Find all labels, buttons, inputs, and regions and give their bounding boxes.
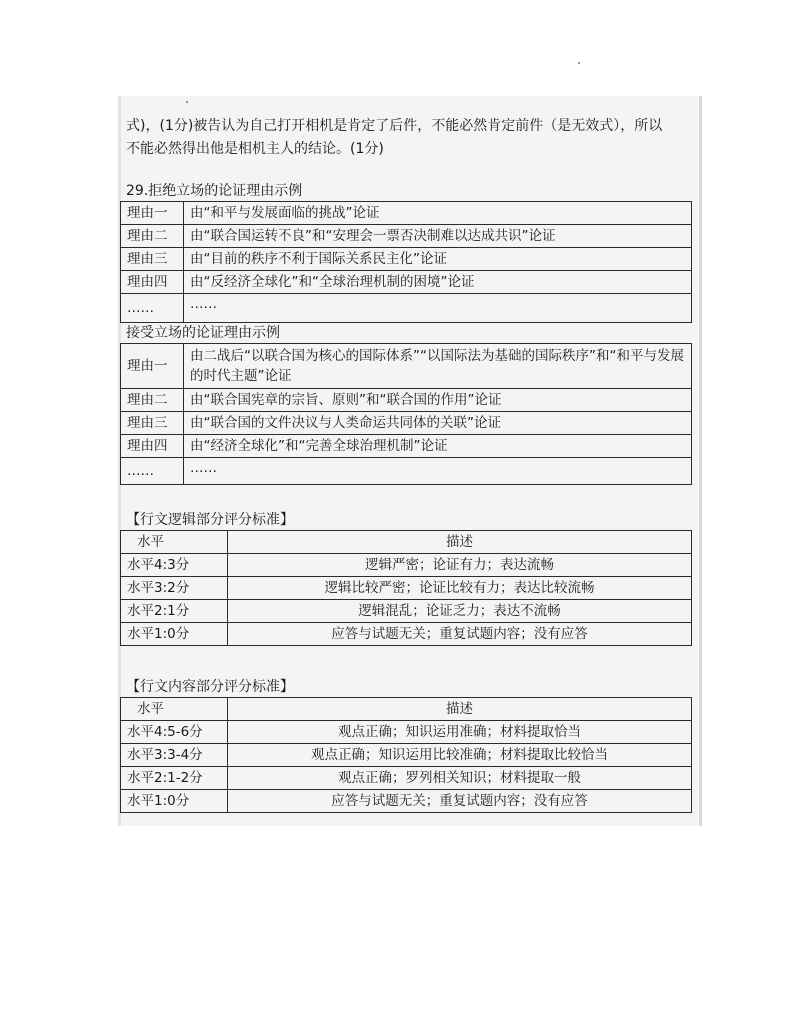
row-level: 水平4:5-6分 [121,721,228,744]
row-text: 由“联合国宪章的宗旨、原则”和“联合国的作用”论证 [184,389,692,412]
row-text: 由二战后“以联合国为核心的国际体系”“以国际法为基础的国际秩序”和“和平与发展的时代主题”论证 [184,344,692,389]
row-label: 理由二 [121,225,184,248]
row-level: 水平1:0分 [121,623,228,646]
row-level: 水平3:2分 [121,577,228,600]
table-row [121,389,692,412]
table-row [121,721,692,744]
table-row [121,271,692,294]
row-text: 由“反经济全球化”和“全球治理机制的困境”论证 [184,271,692,294]
row-text: 由“目前的秩序不利于国际关系民主化”论证 [184,248,692,271]
content-title: 【行文内容部分评分标准】 [126,679,294,695]
content-scoring-table [120,697,692,813]
row-desc: 应答与试题无关；重复试题内容；没有应答 [228,623,692,646]
row-text: 由“和平与发展面临的挑战”论证 [184,202,692,225]
table-row [121,577,692,600]
scan-speck [186,101,188,103]
table-row [121,412,692,435]
table-row [121,294,692,323]
row-label: 理由一 [121,202,184,225]
row-text: 由“联合国的文件决议与人类命运共同体的关联”论证 [184,412,692,435]
table-row [121,458,692,485]
table-row [121,435,692,458]
table-row [121,790,692,813]
header-desc: 描述 [228,531,692,554]
accept-reasons-table [120,343,692,485]
row-label: …… [121,294,184,323]
header-level: 水平 [121,531,228,554]
row-desc: 逻辑比较严密；论证比较有力；表达比较流畅 [228,577,692,600]
row-text: …… [184,294,692,323]
table-row [121,744,692,767]
row-text: …… [184,458,692,485]
table-header-row [121,531,692,554]
q29-title: 29.拒绝立场的论证理由示例 [126,183,303,199]
intro-line-1: 式)，(1分)被告认为自己打开相机是肯定了后件，不能必然肯定前件（是无效式），所以 [126,118,663,134]
row-label: 理由三 [121,248,184,271]
intro-line-2: 不能必然得出他是相机主人的结论。(1分) [126,141,384,157]
row-label: 理由四 [121,435,184,458]
table-row [121,767,692,790]
table-row [121,248,692,271]
scan-speck [578,62,580,64]
row-desc: 逻辑混乱；论证乏力；表达不流畅 [228,600,692,623]
reject-reasons-table [120,201,692,323]
header-level: 水平 [121,698,228,721]
logic-scoring-table [120,530,692,646]
table-row [121,554,692,577]
table-header-row [121,698,692,721]
row-label: 理由三 [121,412,184,435]
row-label: …… [121,458,184,485]
table-row [121,202,692,225]
row-level: 水平1:0分 [121,790,228,813]
accept-title: 接受立场的论证理由示例 [126,325,280,341]
logic-title: 【行文逻辑部分评分标准】 [126,512,294,528]
row-label: 理由四 [121,271,184,294]
row-desc: 观点正确；知识运用比较准确；材料提取比较恰当 [228,744,692,767]
table-row [121,600,692,623]
table-row [121,225,692,248]
row-desc: 观点正确；罗列相关知识；材料提取一般 [228,767,692,790]
row-desc: 观点正确；知识运用准确；材料提取恰当 [228,721,692,744]
header-desc: 描述 [228,698,692,721]
row-level: 水平2:1分 [121,600,228,623]
row-level: 水平3:3-4分 [121,744,228,767]
row-text: 由“联合国运转不良”和“安理会一票否决制难以达成共识”论证 [184,225,692,248]
table-row [121,623,692,646]
row-desc: 应答与试题无关；重复试题内容；没有应答 [228,790,692,813]
row-level: 水平4:3分 [121,554,228,577]
row-text: 由“经济全球化”和“完善全球治理机制”论证 [184,435,692,458]
row-level: 水平2:1-2分 [121,767,228,790]
table-row [121,344,692,389]
row-label: 理由一 [121,344,184,389]
row-desc: 逻辑严密；论证有力；表达流畅 [228,554,692,577]
row-label: 理由二 [121,389,184,412]
